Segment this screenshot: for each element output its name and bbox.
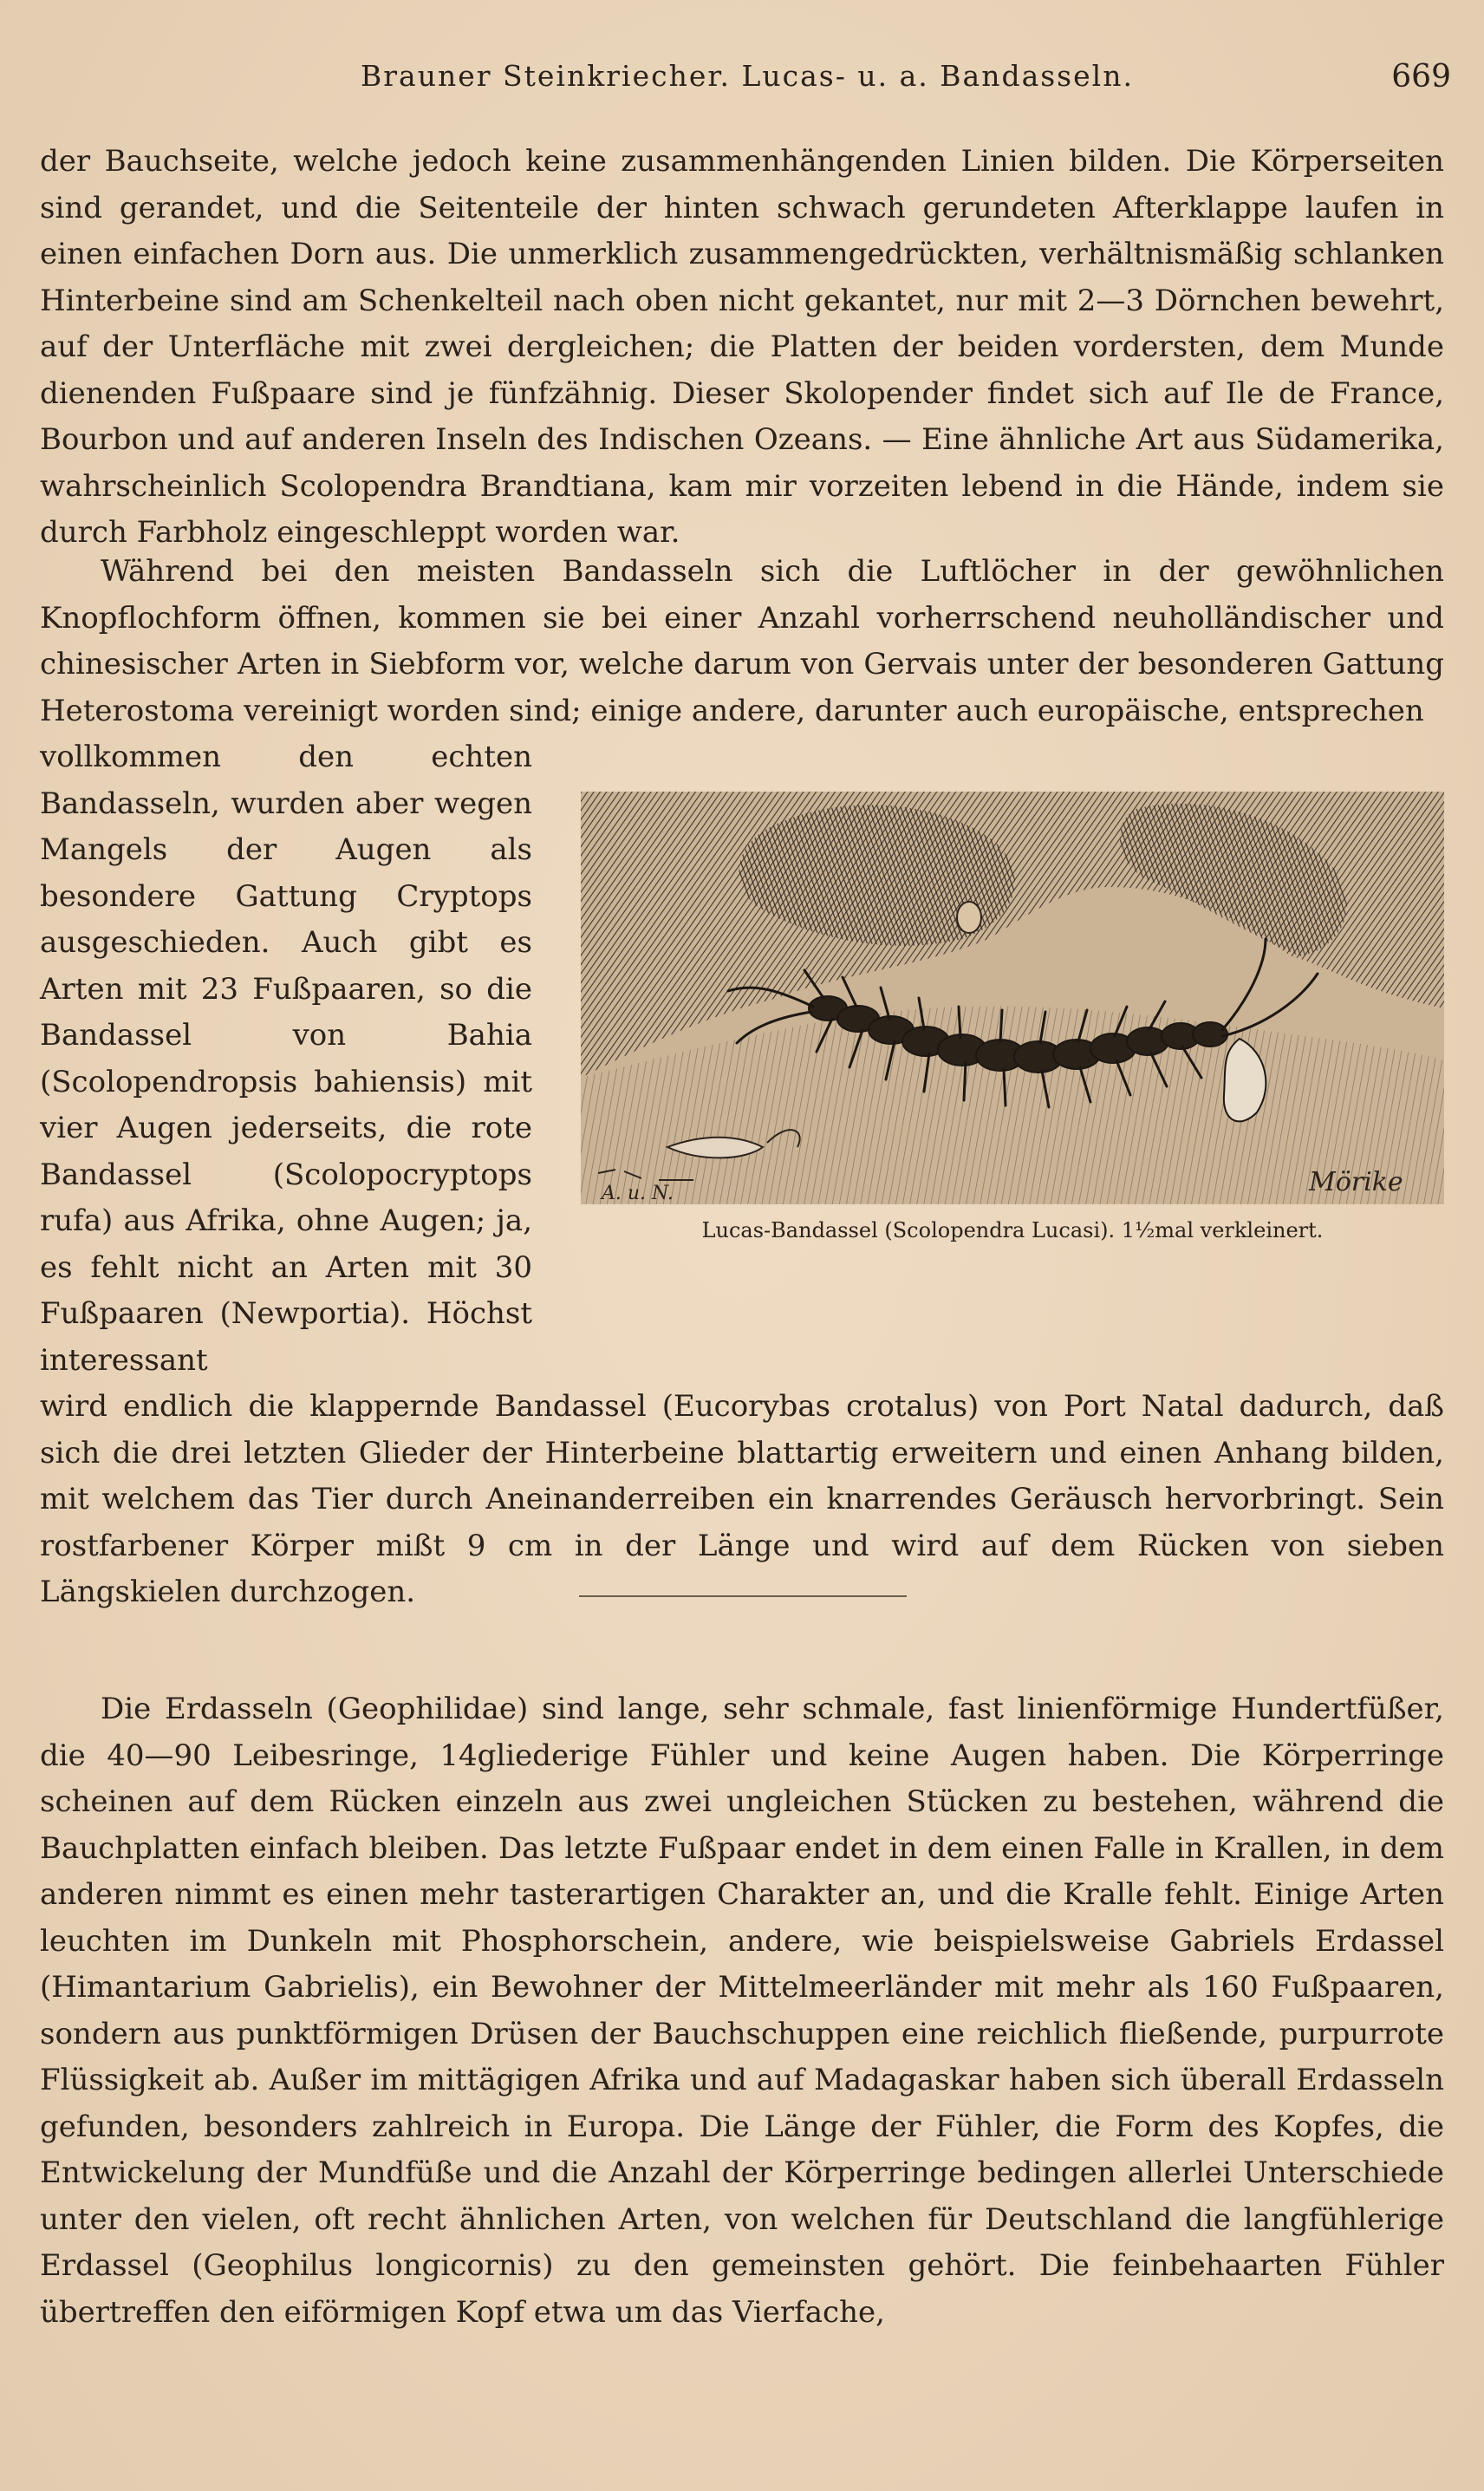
paragraph-2-narrow-text: vollkommen den echten Bandasseln, wurden aber wegen Mangels der Augen als besondere Gattung Cryptops ausgeschieden. Auch gibt es Arten mit 23 Fußpaaren, so die Bandassel von Bahia (Scolopendropsis bahiensis) mit vier Augen jederseits, die rote Bandassel (Scolopocryptops rufa) aus Afrika, ohne Augen; ja, es fehlt nicht an Arten mit 30 Fußpaaren (Newportia). Höchst interessant	[40, 740, 532, 1378]
signature-left: A. u. N.	[602, 1183, 674, 1204]
paragraph-1	[40, 139, 1444, 557]
centipede-illustration	[581, 792, 1444, 1204]
figure-caption: Lucas-Bandassel (Scolopendra Lucasi). 1½mal verkleinert.	[701, 1218, 1324, 1242]
paragraph-2-top-text: Während bei den meisten Bandasseln sich die Luftlöcher in der gewöhnlichen Knopflochform öffnen, kommen sie bei einer Anzahl vorherrschend neuholländischer und chinesischer Arten in Siebform vor, welche darum von Gervais unter der besonderen Gattung Heterostoma vereinigt worden sind; einige andere, darunter auch europäische, entsprechen	[40, 554, 1444, 728]
paragraph-2-bottom-text: wird endlich die klappernde Bandassel (Eucorybas crotalus) von Port Natal dadurch, daß sich die drei letzten Glieder der Hinterbeine blattartig erweitern und einen Anhang bilden, mit welchem das Tier durch Aneinanderreiben ein knarrendes Geräusch hervorbringt. Sein rostfarbener Körper mißt 9 cm in der Länge und wird auf dem Rücken von sieben Längskielen durchzogen.	[40, 1389, 1444, 1609]
running-title: Brauner Steinkriecher. Lucas- u. a. Bandasseln.	[361, 59, 1134, 93]
running-head	[43, 59, 1451, 102]
figure	[581, 792, 1444, 1256]
paragraph-3-text: Die Erdasseln (Geophilidae) sind lange, sehr schmale, fast linienförmige Hundertfüßer, die 40—90 Leibesringe, 14gliederige Fühler und keine Augen haben. Die Körperringe scheinen auf dem Rücken einzeln aus zwei ungleichen Stücken zu bestehen, während die Bauchplatten einfach bleiben. Das letzte Fußpaar endet in dem einen Falle in Krallen, in dem anderen nimmt es einen mehr tasterartigen Charakter an, und die Kralle fehlt. Einige Arten leuchten im Dunkeln mit Phosphorschein, andere, wie beispielsweise Gabriels Erdassel (Himantarium Gabrielis), ein Bewohner der Mittelmeerländer mit mehr als 160 Fußpaaren, sondern aus punktförmigen Drüsen der Bauchschuppen eine reichlich fließende, purpurrote Flüssigkeit ab. Außer im mittägigen Afrika und auf Madagaskar haben sich überall Erdasseln gefunden, besonders zahlreich in Europa. Die Länge der Fühler, die Form des Kopfes, die Entwickelung der Mundfüße und die Anzahl der Körperringe bedingen allerlei Unterschiede unter den vielen, oft recht ähnlichen Arten, von welchen für Deutschland die langfühlerige Erdassel (Geophilus longicornis) zu den gemeinsten gehört. Die feinbehaarten Fühler übertreffen den eiförmigen Kopf etwa um das Vierfache,	[40, 1692, 1444, 2330]
section-separator	[579, 1595, 907, 1597]
paragraph-3	[40, 1686, 1444, 2336]
page-number: 669	[1391, 59, 1451, 95]
signature-right: Mörike	[1309, 1167, 1403, 1197]
paragraph-1-text: der Bauchseite, welche jedoch keine zusammenhängenden Linien bilden. Die Körperseiten sind gerandet, und die Seitenteile der hinten schwach gerundeten Afterklappe laufen in einen einfachen Dorn aus. Die unmerklich zusammengedrückten, verhältnismäßig schlanken Hinterbeine sind am Schenkelteil nach oben nicht gekantet, nur mit 2—3 Dörnchen bewehrt, auf der Unterfläche mit zwei dergleichen; die Platten der beiden vordersten, dem Munde dienenden Fußpaare sind je fünfzähnig. Dieser Skolopender findet sich auf Ile de France, Bourbon und auf anderen Inseln des Indischen Ozeans. — Eine ähnliche Art aus Südamerika, wahrscheinlich Scolopendra Brandtiana, kam mir vorzeiten lebend in die Hände, indem sie durch Farbholz eingeschleppt worden war.	[40, 144, 1444, 550]
